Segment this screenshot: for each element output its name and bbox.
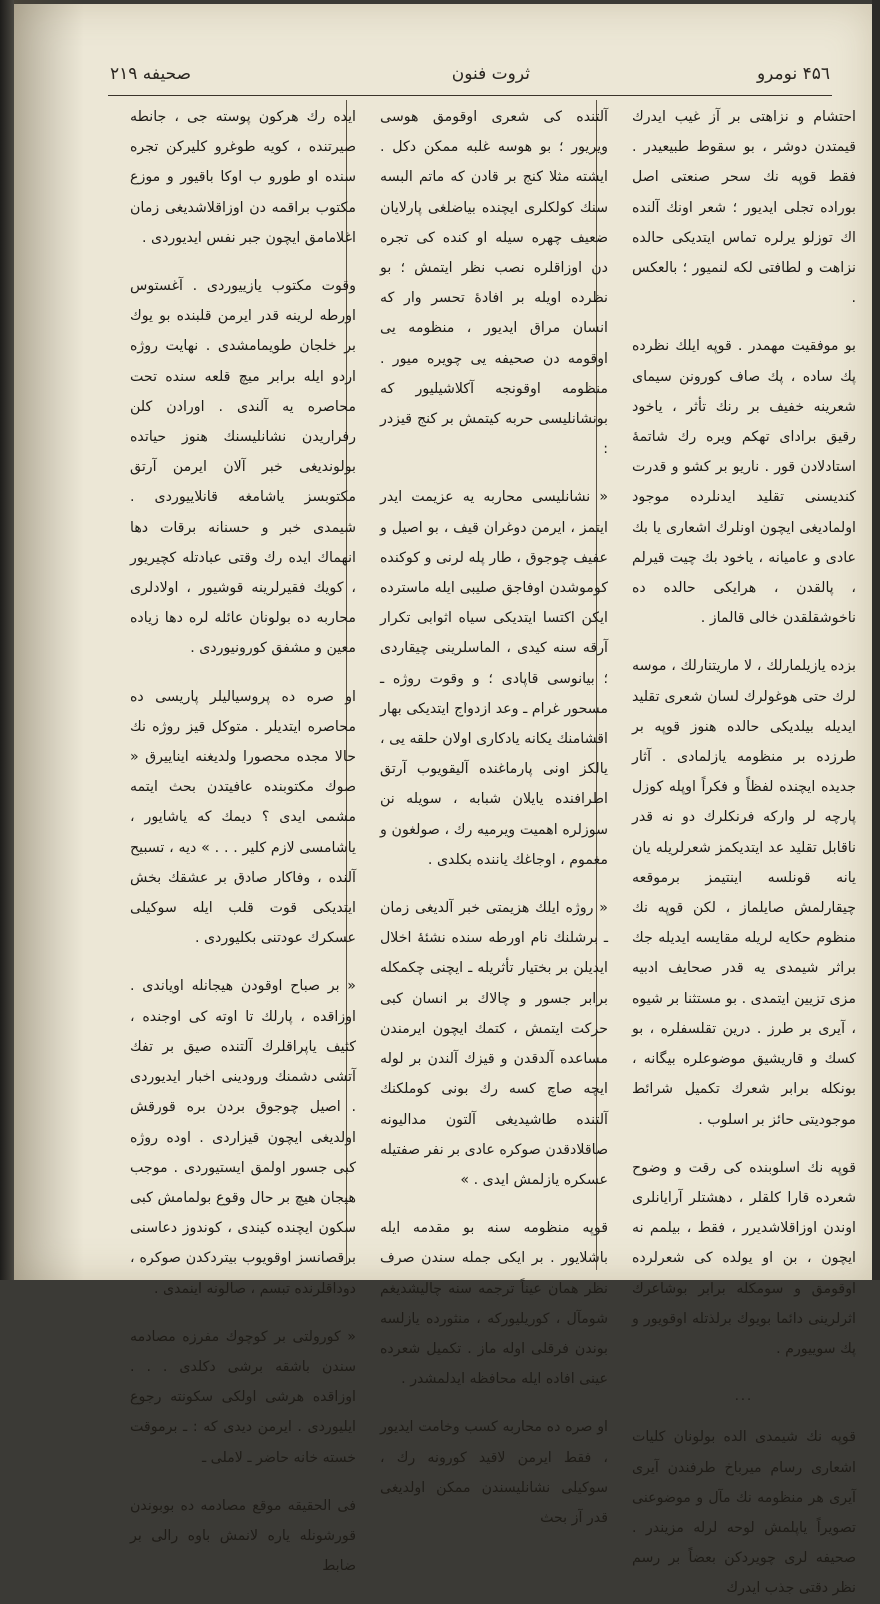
page-gutter-stain (14, 0, 84, 1280)
paragraph: « بر صباح اوقودن هیجانله اویاندی . اوزاقده ، پارلك تا اوته کی اوجنده ، کثیف یاپراقلرك آلتنده صیق بر تفك آتشی دشمنك ورودینی اخبار ایدیوردی . اصیل چوجوق بردن بره قورقش اولدیغی ایچون قیزاردی . اوده روژه کبی جسور اولمق ایستیوردی . موجب هیجان هیچ بر حال وقوع بولمامش کبی سکون ایچنده کیندی ، کوندوز دعاسنی برقصانسز اوقویوب بیتردکدن صوکره ، دوداقلرنده تبسم ، صالونه اینمدی . (130, 978, 356, 1297)
paragraph: آلتنده کی شعری اوقومق هوسی ویریور ؛ بو هوسه غلبه ممکن دکل . ایشته مثلا کنج بر قادن که ماتم البسه سنك کولکلری ایچنده بیاضلغی پارلایان ضعیف چهره سیله او کنده کی تجره دن اوزاقلره نصب نظر ایتمش ؛ بو نظرده اویله بر افادهٔ تحسر وار که انسان مراق ایدیور ، منظومه یی اوقومه دن صحیفه یی چویره میور . منظومه اوقونجه آکلاشیلیور که بونشانلیسی حربه کیتمش بر کنج قیزدر : (380, 109, 608, 458)
paragraph: ایده رك هرکون پوسته جی ، جانطه صیرتنده ، کویه طوغرو کلیرکن تجره سنده او طورو ب اوکا باقیور و موزع مکتوب براقمه دن اوزاقلاشدیغی زمان اغلامامق ایچون جبر نفس ایدیوردی . (130, 109, 356, 246)
text-column-right (632, 102, 856, 1597)
text-column-left (130, 102, 356, 1575)
paragraph: او صره ده پروسیالیلر پاریسی ده محاصره ایتدیلر . متوکل قیز روژه نك حالا مجده محصورا ولدیغنه ایناییرق « صوك مکتوبنده عافیتدن بحث ایتمه مشمی ایدی ؟ دیمك که یاشایور ، یاشامسی لازم کلیر . . . » دیه ، تسبیح آلنده ، وفاکار صادق بر عشقك بخش ایتدیکی قوت قلب ایله سوکیلی عسکرك عودتنی بکلیوردی . (130, 688, 356, 947)
paragraph: احتشام و نزاهتی بر آز غیب ایدرك قیمتدن دوشر ، بو سقوط طبیعیدر . فقط قوپه نك سحر صنعتی اصل بوراده تجلی ایدیور ؛ شعر اونك آلنده اك توزلو یرلره تماس ایتدیکی حالده نزاهت و لطافتی لکه لنمیور ؛ بالعکس . (632, 109, 856, 307)
paragraph: وقوت مکتوب یازییوردی . آغستوس اورطه لرینه قدر ایرمن قلبنده بو یوك بر خلجان طویمامشدی . نهایت روژه اردو ایله برابر میچ قلعه سنده تحت محاصره یه آلندی . اورادن کلن رفراریدن نشانلیسنك هنوز حیاتده بولوندیغی خبر آلان ایرمن آرتق مکتوبسز یاشامغه قانلاییوردی . شیمدی خبر و حسنانه برقات دها انهماك ایده رك وقتی عبادتله کچیریور ، کویك فقیرلرینه قوشیور ، اولادلری محاربه ده بولونان عائله لره دها زیاده معین و مشفق کورونیوردی . (130, 278, 356, 657)
page-header (110, 58, 830, 96)
book-binding-shadow (0, 0, 14, 1280)
page-number: صحیفه ۲۱۹ (110, 64, 192, 84)
paragraph: بو موفقیت مهمدر . قوپه ایلك نظرده پك ساده ، پك صاف کورونن سیمای شعرینه خفیف بر رنك تأثر ، یاخود رقیق برادای تهکم ویره رك شاتمهٔ استادلادن قور . ناریو بر کشو و قدرت کندیسنی تقلید ایدنلرده موجود اولمادیغی ایچون اونلرك اشعاری یا بك عادی و عامیانه ، یاخود بك چیت قیرلم ، پالقدن ، هرایکی حالده ده ناخوشقلقدن خالی قالماز . (632, 338, 856, 627)
paragraph: « نشانلیسی محاربه یه عزیمت ایدر ایتمز ، ایرمن دوغران قیف ، بو اصیل و عفیف چوجوق ، طار پله لرنی و کوکنده کوموشدن اوفاجق صلیبی ایله ماسترده ایکن اکتسا ایتدیکی سیاه اثوابی تکرار آرقه سنه کیدی ، الماسلرینی چیقاردی ؛ بیانوسی قاپادی ؛ و وقوت روژه ـ مسحور غرام ـ وعد ازدواج ایتدیکی بهار اقشامنك یکانه یادکاری اولان حلقه یی ، یالکز اونی پارماغنده آلیقویوب آرتق اطرافنده یایلان شبابه ، سویله نن سوزلره اهمیت ویرمیه رك ، صولغون و مغموم ، اوجاغك یاننده بکلدی . (380, 489, 608, 868)
page-edge-shadow (872, 0, 880, 1280)
section-separator: ... (734, 1389, 754, 1405)
paragraph: « روژه ایلك هزیمتی خبر آلدیغی زمان ـ برشلنك نام اورطه سنده نشئهٔ اخلال ایدیلن بر بختیار تأثریله ـ ایچنی چکمکله برابر جسور و چالاك بر انسان کبی حرکت ایتمش ، کتمك ایچون ایرمندن مساعده آلدقدن و قیزك آلندن بر لوله ایچه صاچ کسه رك بونی کوملکنك آلتنده طاشیدیغی آلتون مدالیونه صاقلادقدن صوکره عادی بر نفر صفتیله عسکره یازلمش ایدی . » (380, 900, 608, 1188)
paragraph: « کورولتی بر کوچوك مفرزه مصادمه سندن باشقه برشی دکلدی . . . اوزاقده هرشی اولکی سکونته رجوع ایلیوردی . ایرمن دیدی که : ـ برموقت خسته خانه حاضر ـ لاملی ـ (130, 1328, 356, 1466)
paragraph: قوپه نك شیمدی الده بولونان کلیات اشعاری رسام میرباخ طرفندن آیری آیری هر منظومه نك مآل و موضوعنی تصویراً یاپلمش لوحه لرله مزیندر . صحیفه لری چویردکن بعضاً بر رسم نظر دقتی جذب ایدرك (632, 1429, 856, 1597)
paragraph: قوپه منظومه سنه بو مقدمه ایله باشلایور . بر ایکی جمله سندن صرف نظر همان عیناً ترجمه سنه چالیشدیغم شومآل ، کوریلیورکه ، منثورده یازلسه بوندن فرقلی اوله ماز . تکمیل شعرده عینی افاده ایله محافظه ایدلمشدر . (380, 1220, 608, 1388)
issue-number: ۴۵٦ نومرو (756, 64, 830, 84)
paragraph: قوپه نك اسلوبنده کی رقت و وضوح شعرده قارا کلقلر ، دهشتلر آرایانلری اوندن اوزاقلاشدیرر ، فقط ، بیلمم نه ایچون ، بن او یولده کی شعرلرده اوقومق و سومکله برابر بوشاعرك اثرلرینی دائما بویوك برلذتله اوقویور و پك سوییورم . (632, 1159, 856, 1357)
paragraph: او صره ده محاربه کسب وخامت ایدیور ، فقط ایرمن لاقید کورونه رك ، سوکیلی نشانلیسندن ممکن اولدیغی قدر آز بحث (380, 1419, 608, 1526)
journal-title: ثروت فنون (451, 64, 530, 84)
header-rule (108, 95, 832, 96)
paragraph: فی الحقیقه موقع مصادمه ده بوبوندن قورشونله یاره لانمش باوه رالی بر ضابط (130, 1497, 356, 1575)
text-column-middle (380, 102, 608, 1526)
paragraph: بزده یازیلمارلك ، لا ماریتنارلك ، موسه لرك حتی هوغولرك لسان شعری تقلید ایدیله بیلدیکی حالده هنوز قوپه بر طرزده بر منظومه یازلمادی . آثار جدیده ایچنده لفظاً و فکراً اوپله کوزل پارچه لر وارکه فرنکلرك دو نه قدر ناقابل تقلید عد ایتدیکمز شعرلریله یان یانه قونلسه اینتیمز برموقعه چیقارلمش صایلماز ، لکن قوپه نك منظوم حکایه لریله مقایسه ایدیله جك براثر شیمدی یه قدر صحایف ادبیه مزی تزیین ایتمدی . بو مستثنا بر شیوه ، آیری بر طرز . درین تقلسفلره ، بو کسك و قاریشیق موضوعلره بیگانه ، بونکله برابر شعرك تکمیل شرائط موجودیتی حائز بر اسلوب . (632, 658, 856, 1128)
